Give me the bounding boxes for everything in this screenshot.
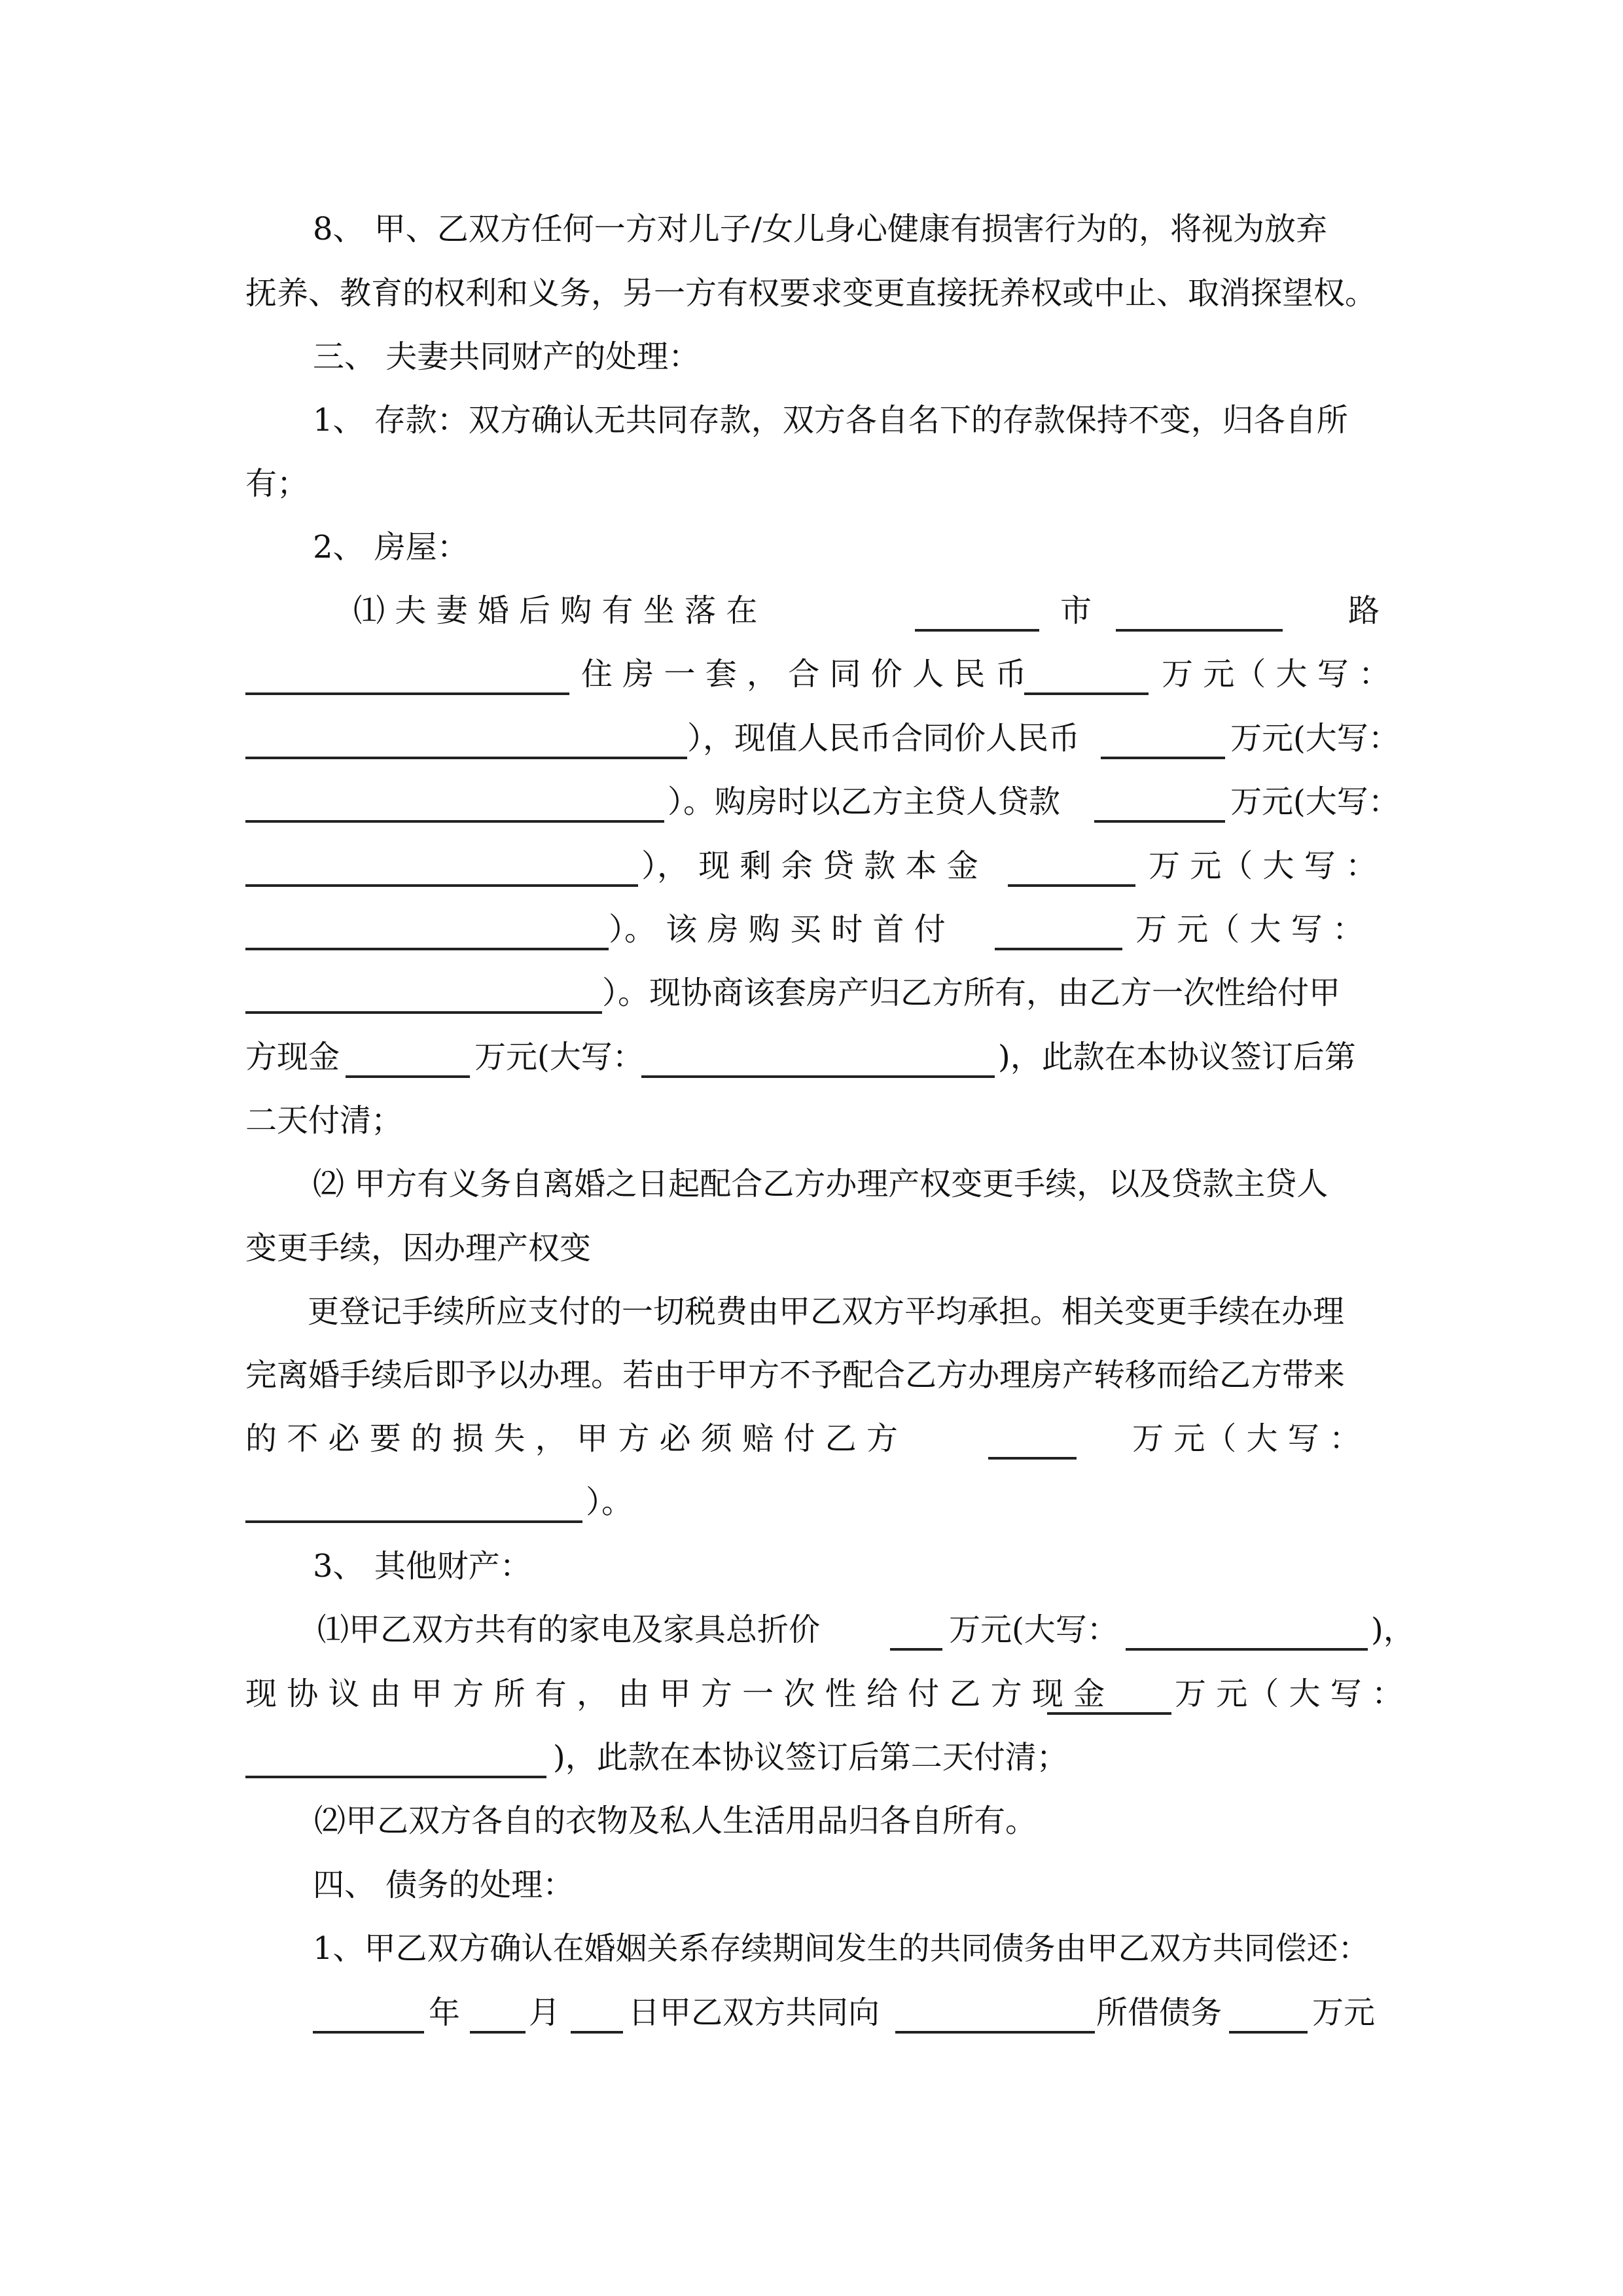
text-line: 市 [1060,592,1092,629]
paragraph-line [0,1219,1623,1278]
text-line: ⑵ 甲方有义务自离婚之日起配合乙方办理产权变更手续，以及贷款主贷人 [313,1166,1329,1202]
heading-text: 2、 房屋： [313,529,469,565]
text-line: 8、 甲、乙双方任何一方对儿子/女儿身心健康有损害行为的，将视为放弃 [313,211,1327,247]
text-line: 年 [429,1994,461,2031]
fill-blank[interactable] [245,1520,582,1523]
text-line: 万 元（ 大 写 ： [1132,1420,1361,1457]
section-heading [0,327,1623,386]
text-line: 所借债务 [1096,1994,1222,2031]
text-line: ）。现协商该套房产归乙方所有，由乙方一次性给付甲 [602,975,1341,1011]
text-line: 住 房 一 套 ， 合 同 价 人 民 币 [581,656,1027,692]
fill-blank[interactable] [988,1457,1077,1460]
fill-blank[interactable] [245,692,569,695]
fill-blank[interactable] [1024,692,1149,695]
text-line: 完离婚手续后即予以办理。若由于甲方不予配合乙方办理房产转移而给乙方带来 [245,1357,1346,1393]
section-heading [0,1856,1623,1914]
fill-blank[interactable] [1229,2031,1308,2034]
form-line [0,581,1623,640]
fill-blank[interactable] [641,1075,995,1078]
text-line: 更登记手续所应支付的一切税费由甲乙双方平均承担。相关变更手续在办理 [308,1293,1345,1330]
fill-blank[interactable] [995,948,1122,950]
form-line [0,1600,1623,1659]
text-line: ）， 现 剩 余 贷 款 本 金 [641,848,978,884]
paragraph-line [0,264,1623,323]
text-line: ⑵甲乙双方各自的衣物及私人生活用品归各自所有。 [314,1803,1037,1839]
fill-blank[interactable] [346,1075,470,1078]
paragraph-line [0,391,1623,450]
text-line: 万元(大写： [474,1039,644,1075]
paragraph-line [0,200,1623,259]
text-line: 万元(大写： [949,1611,1118,1648]
paragraph-line [0,454,1623,513]
text-line: ）。 [586,1484,633,1520]
text-line: 路 [1348,592,1380,629]
fill-blank[interactable] [245,820,664,823]
fill-blank[interactable] [1008,884,1135,887]
fill-blank[interactable] [245,757,687,759]
subsection-heading [0,518,1623,577]
text-line: 万 元（ 大 写 ： [1162,656,1391,692]
text-line: 万 元（ 大 写 ： [1135,911,1364,948]
text-line: )， [1371,1611,1415,1648]
fill-blank[interactable] [245,884,638,887]
text-line: 万元(大写： [1230,783,1400,820]
form-line [0,963,1623,1022]
text-line: 1、甲乙双方确认在婚姻关系存续期间发生的共同债务由甲乙双方共同偿还： [313,1930,1370,1967]
fill-blank[interactable] [890,1648,942,1651]
heading-text: 3、 其他财产： [313,1548,531,1585]
form-line [0,1028,1623,1086]
text-line: 抚养、教育的权利和义务，另一方有权要求变更直接抚养权或中止、取消探望权。 [245,275,1377,312]
paragraph-line [0,1346,1623,1405]
fill-blank[interactable] [895,2031,1095,2034]
fill-blank[interactable] [1116,629,1283,632]
paragraph-line [0,1155,1623,1213]
paragraph-line [0,1282,1623,1341]
fill-blank[interactable] [1094,820,1225,823]
fill-blank[interactable] [915,629,1039,632]
text-line: 1、 存款：双方确认无共同存款，双方各自名下的存款保持不变，归各自所 [313,402,1348,439]
text-line: ），现值人民币合同价人民币 [687,720,1080,757]
fill-blank[interactable] [1126,1648,1368,1651]
form-line [0,1473,1623,1532]
text-line: 万 元（ 大 写 ： [1175,1676,1404,1712]
text-line: 现 协 议 由 甲 方 所 有 ， 由 甲 方 一 次 性 给 付 乙 方 现 金 [245,1676,1105,1712]
heading-text: 四、 债务的处理： [313,1867,575,1903]
text-line: 方现金 [245,1039,340,1075]
subsection-heading [0,1537,1623,1596]
text-line: ）。购房时以乙方主贷人贷款 [668,783,1061,820]
text-line: 有； [245,465,309,502]
fill-blank[interactable] [1101,757,1225,759]
form-line [0,836,1623,895]
heading-text: 三、 夫妻共同财产的处理： [313,338,700,375]
text-line: 日甲乙双方共同向 [628,1994,880,2031]
form-line [0,1409,1623,1468]
text-line: 的 不 必 要 的 损 失 ， 甲 方 必 须 赔 付 乙 方 [245,1420,898,1457]
paragraph-line [0,1791,1623,1850]
form-line [0,1728,1623,1787]
text-line: ）。 该 房 购 买 时 首 付 [609,911,946,948]
text-line: ⑴ 夫 妻 婚 后 购 有 坐 落 在 [353,592,758,629]
form-line [0,709,1623,768]
text-line: 万 元（ 大 写 ： [1149,848,1378,884]
paragraph-line [0,1091,1623,1150]
fill-blank[interactable] [571,2031,623,2034]
text-line: ⑴甲乙双方共有的家电及家具总折价 [317,1611,821,1648]
form-line [0,772,1623,831]
form-line [0,1664,1623,1723]
fill-blank[interactable] [470,2031,526,2034]
text-line: 变更手续，因办理产权变 [245,1230,592,1266]
text-line: )，此款在本协议签订后第二天付清； [553,1739,1068,1776]
paragraph-line [0,1919,1623,1978]
text-line: 万元(大写： [1230,720,1400,757]
fill-blank[interactable] [245,1011,602,1014]
text-line: 月 [529,1994,561,2031]
form-line [0,1983,1623,2042]
fill-blank[interactable] [245,1776,546,1778]
text-line: )，此款在本协议签订后第 [998,1039,1356,1075]
fill-blank[interactable] [245,948,609,950]
form-line [0,900,1623,959]
fill-blank[interactable] [1047,1712,1171,1715]
text-line: 二天付清； [245,1102,403,1139]
text-line: 万元 [1312,1994,1376,2031]
form-line [0,645,1623,704]
fill-blank[interactable] [313,2031,424,2034]
